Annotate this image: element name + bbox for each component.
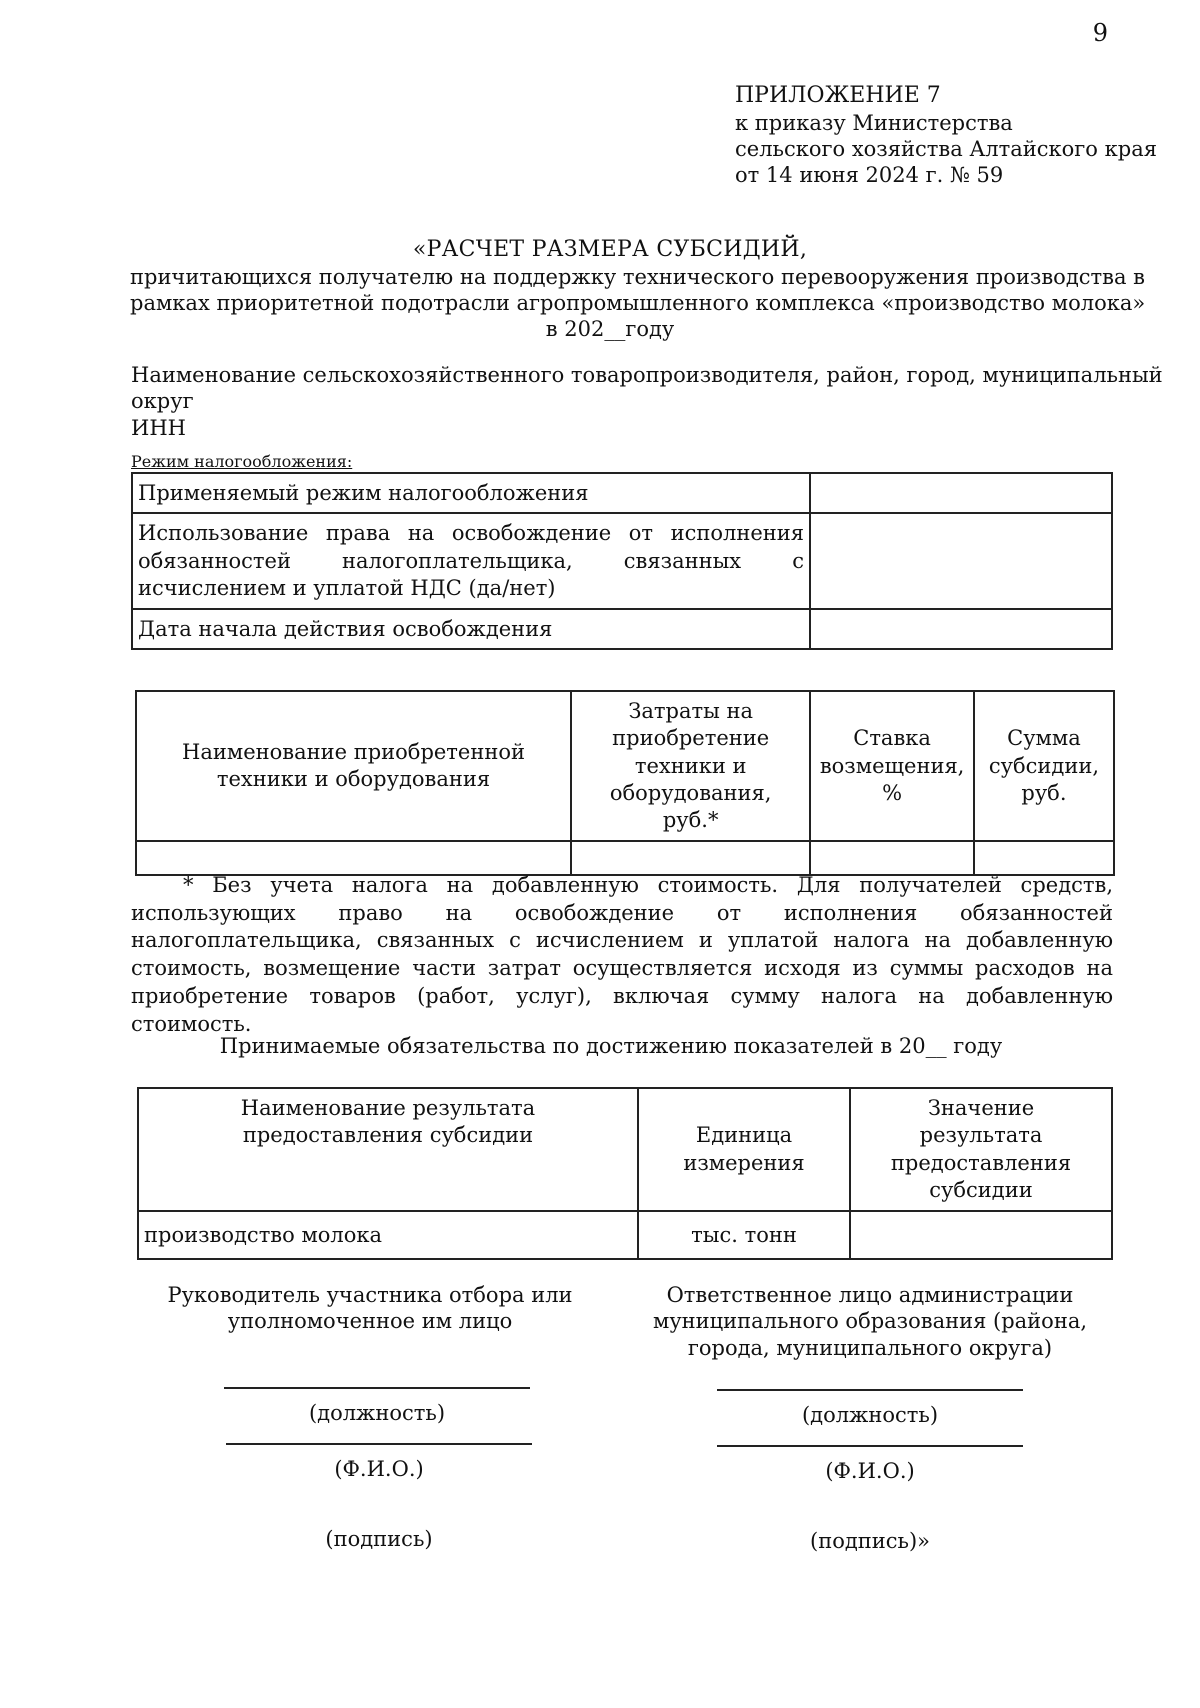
equipment-table xyxy=(135,690,1115,876)
table-header-row xyxy=(136,691,1114,841)
signatory-title-line: муниципального образования (района, xyxy=(652,1309,1088,1334)
producer-info xyxy=(131,362,1163,441)
position-signature-line[interactable] xyxy=(224,1387,530,1389)
name-signature-line[interactable] xyxy=(717,1445,1023,1447)
table-row xyxy=(138,1211,1112,1259)
document-title xyxy=(130,236,1146,342)
position-caption: (должность) xyxy=(801,1403,939,1427)
title-line: в 202__году xyxy=(545,317,675,341)
left-signature-title xyxy=(160,1282,580,1335)
table-cell[interactable] xyxy=(571,841,810,875)
column-header: Сумма субсидии, руб. xyxy=(974,691,1114,841)
result-value-cell[interactable] xyxy=(850,1211,1112,1259)
title-line: рамках приоритетной подотрасли агропромышленного комплекса «производство молока» xyxy=(130,290,1146,315)
column-header: Наименование результата предоставления субсидии xyxy=(138,1088,638,1211)
position-caption: (должность) xyxy=(308,1401,446,1425)
column-header: Наименование приобретенной техники и оборудования xyxy=(136,691,571,841)
signatory-title-line: города, муниципального округа) xyxy=(687,1335,1053,1360)
column-header: Затраты на приобретение техники и оборудования, руб.* xyxy=(571,691,810,841)
table-header-row xyxy=(138,1088,1112,1211)
appendix-line: от 14 июня 2024 г. № 59 xyxy=(735,163,1004,187)
column-header: Значение результата предоставления субсидии xyxy=(850,1088,1112,1211)
tax-row-label: Дата начала действия освобождения xyxy=(132,609,810,649)
table-cell[interactable] xyxy=(810,841,974,875)
inn-label: ИНН xyxy=(131,415,186,440)
signatory-title-line: уполномоченное им лицо xyxy=(227,1309,513,1334)
commitments-table xyxy=(137,1087,1113,1260)
name-signature-line[interactable] xyxy=(226,1443,532,1445)
name-caption: (Ф.И.О.) xyxy=(334,1457,424,1481)
tax-row-label: Применяемый режим налогообложения xyxy=(132,473,810,513)
right-signature-title xyxy=(640,1282,1100,1361)
vat-footnote: * Без учета налога на добавленную стоимость. Для получателей средств, использующих право на освобождение от исполнения обязанностей налогоплательщика, связанных с исчислением и уплатой налога на добавленную стоимость, возмещение части затрат осуществляется исходя из суммы расходов на приобретение товаров (работ, услуг), включая сумму налога на добавленную стоимость. xyxy=(131,873,1113,1036)
page-number: 9 xyxy=(1092,19,1108,47)
signature-caption: (подпись)» xyxy=(810,1529,930,1553)
column-header: Ставка возмещения, % xyxy=(810,691,974,841)
tax-regime-table xyxy=(131,472,1113,650)
table-cell[interactable] xyxy=(136,841,571,875)
column-header: Единица измерения xyxy=(638,1088,850,1211)
result-unit-cell: тыс. тонн xyxy=(638,1211,850,1259)
result-name-cell: производство молока xyxy=(138,1211,638,1259)
appendix-line: сельского хозяйства Алтайского края xyxy=(735,136,1157,161)
appendix-title: ПРИЛОЖЕНИЕ 7 xyxy=(735,83,941,108)
table-row xyxy=(132,513,1112,609)
commitments-title: Принимаемые обязательства по достижению показателей в 20__ году xyxy=(219,1034,1003,1058)
name-caption: (Ф.И.О.) xyxy=(825,1459,915,1483)
table-cell[interactable] xyxy=(974,841,1114,875)
table-row xyxy=(132,473,1112,513)
table-row xyxy=(136,841,1114,875)
signatory-title-line: Ответственное лицо администрации xyxy=(666,1283,1074,1307)
tax-row-value[interactable] xyxy=(810,513,1112,609)
signature-caption: (подпись) xyxy=(325,1527,433,1551)
tax-row-label: Использование права на освобождение от исполнения обязанностей налогоплательщика, связанных с исчислением и уплатой НДС (да/нет) xyxy=(132,513,810,609)
producer-name-label: Наименование сельскохозяйственного товаропроизводителя, район, город, муниципальный xyxy=(131,363,1163,387)
position-signature-line[interactable] xyxy=(717,1389,1023,1391)
tax-row-value[interactable] xyxy=(810,473,1112,513)
signatory-title-line: Руководитель участника отбора или xyxy=(167,1283,573,1307)
title-line: причитающихся получателю на поддержку технического перевооружения производства в xyxy=(130,264,1145,289)
tax-row-value[interactable] xyxy=(810,609,1112,649)
appendix-line: к приказу Министерства xyxy=(735,110,1013,135)
title-line: «РАСЧЕТ РАЗМЕРА СУБСИДИЙ, xyxy=(412,237,808,262)
appendix-header xyxy=(735,82,1165,188)
table-row xyxy=(132,609,1112,649)
producer-name-label-cont: округ xyxy=(131,389,194,414)
tax-regime-label: Режим налогообложения: xyxy=(131,452,353,471)
